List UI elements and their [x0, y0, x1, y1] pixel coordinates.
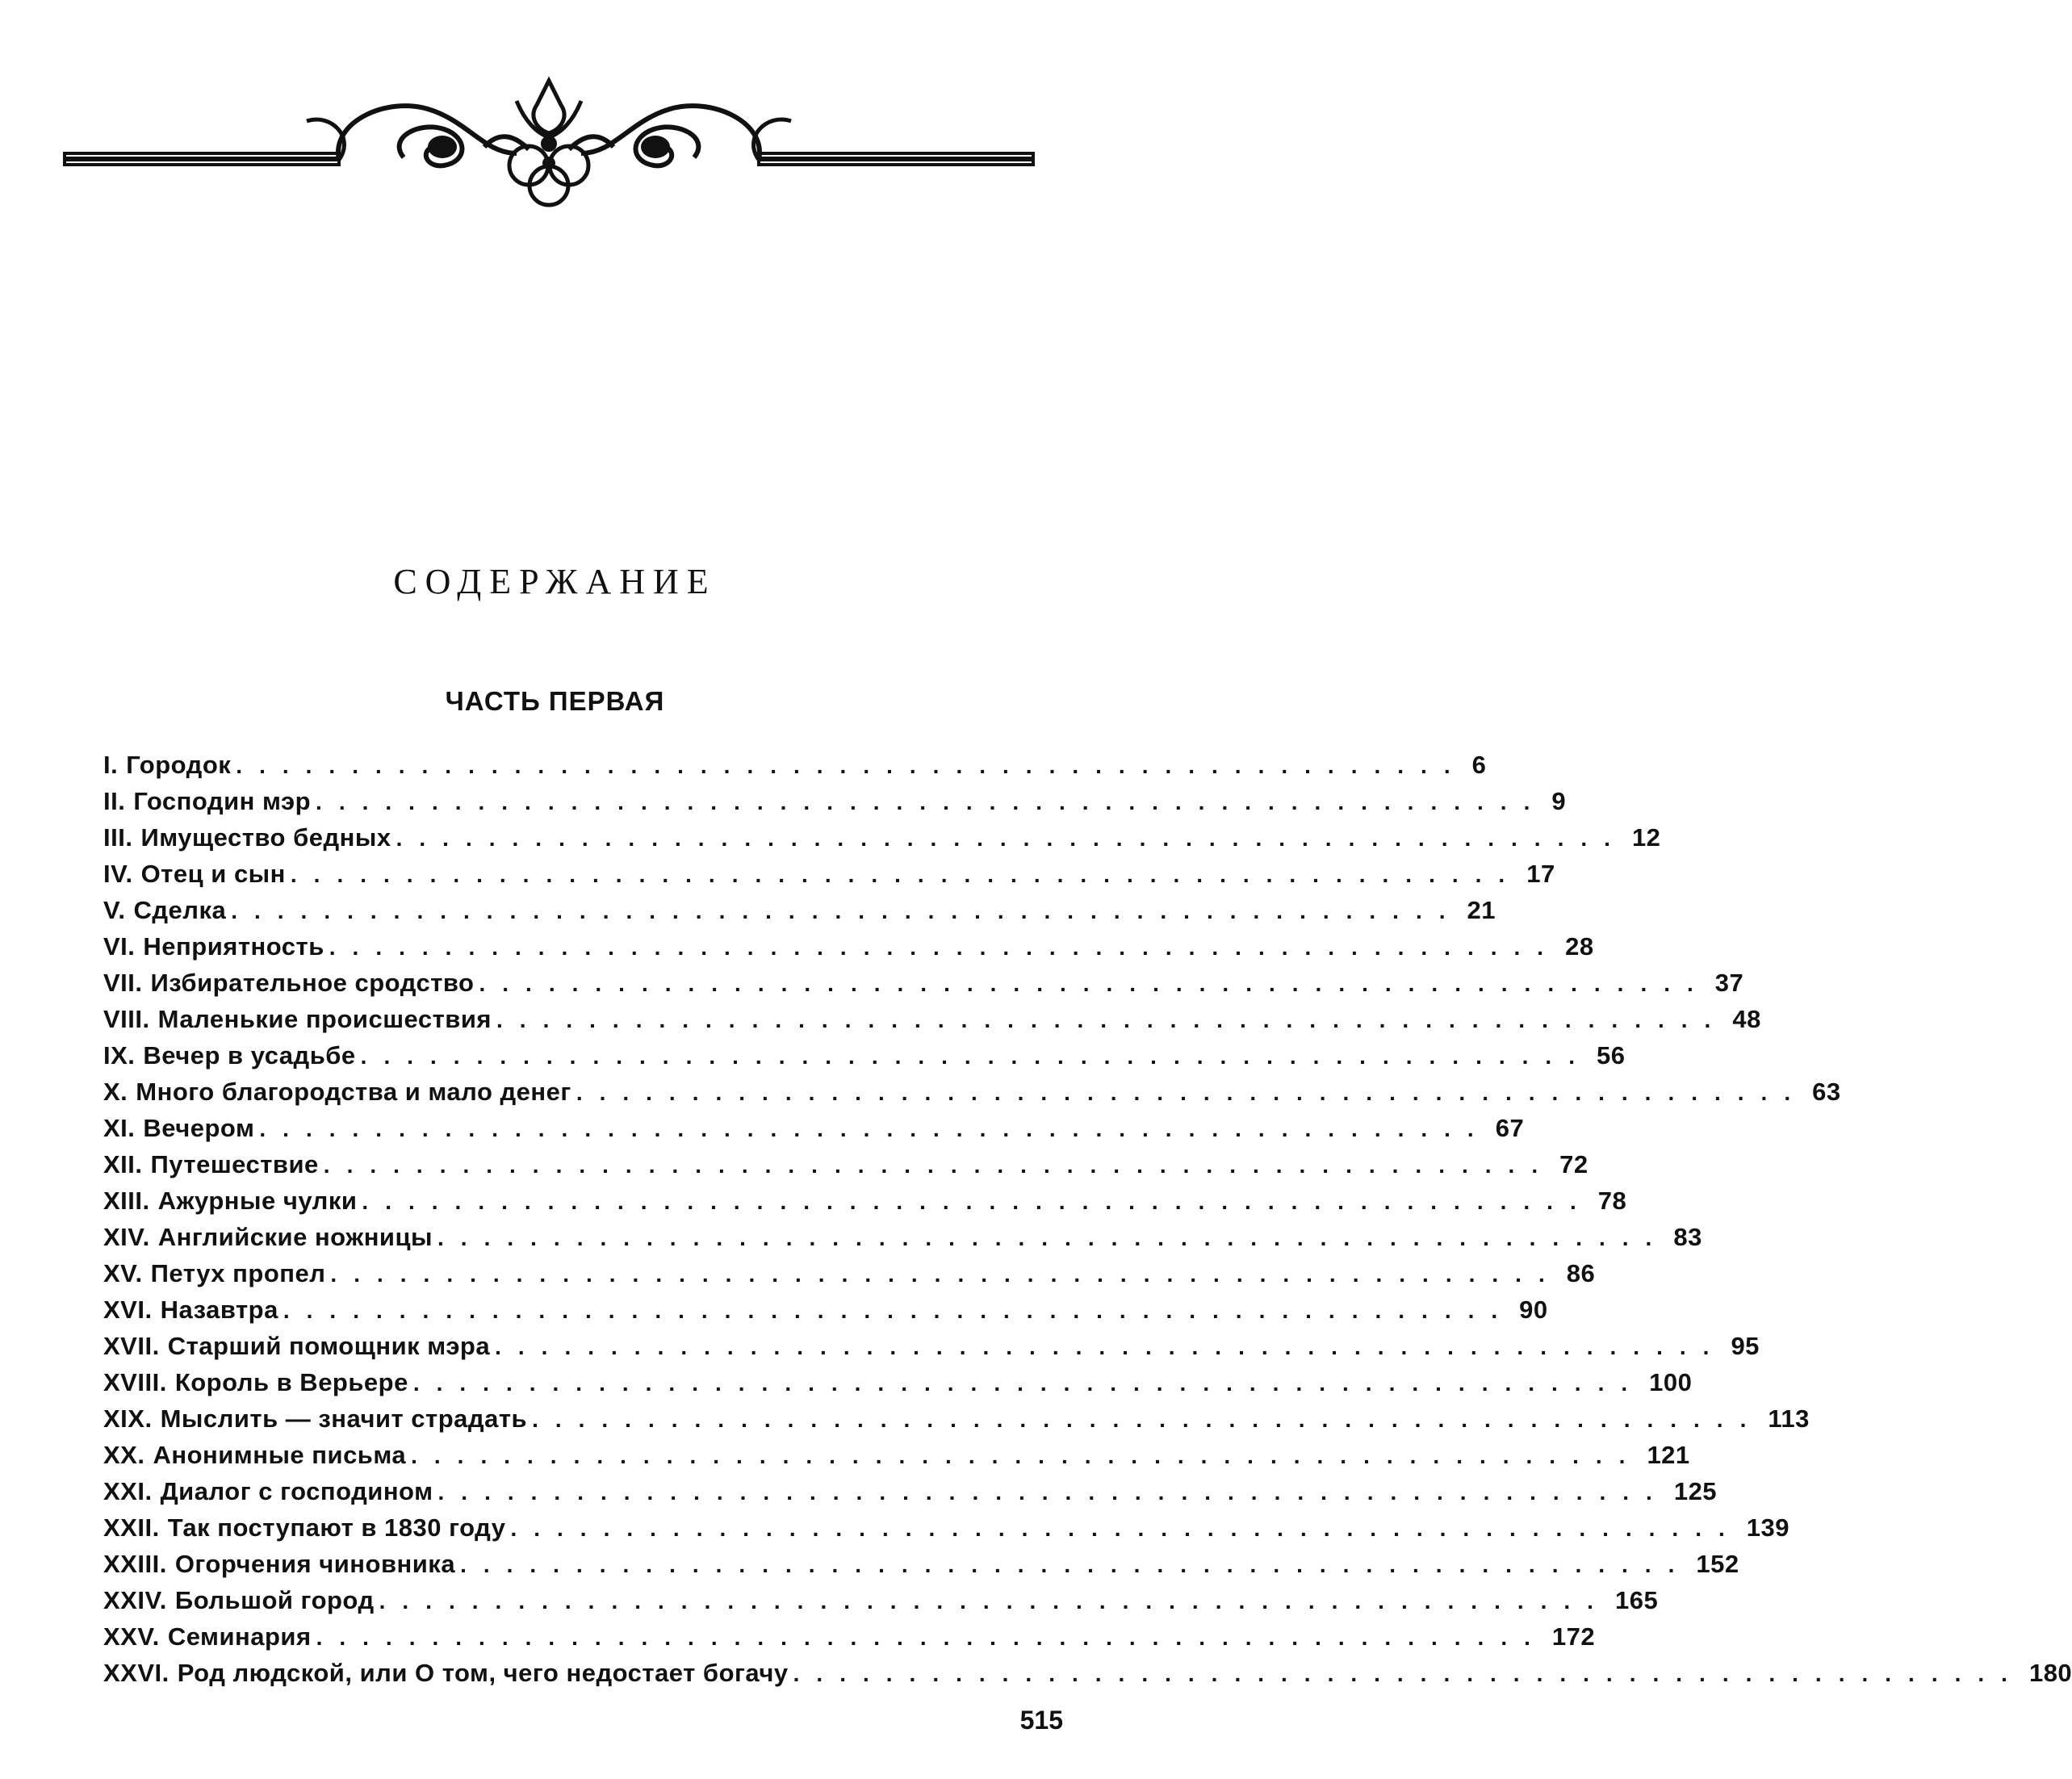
chapter-number: VIII. — [103, 1005, 150, 1033]
dot-leader: ..................................................... — [411, 1443, 1643, 1468]
toc-entry — [103, 1150, 1589, 1187]
page-number: 12 — [1631, 823, 1661, 852]
chapter-number: XII. — [103, 1150, 143, 1178]
chapter-number: XXVI. — [103, 1659, 170, 1687]
dot-leader: ..................................................... — [576, 1080, 1808, 1105]
dot-leader: ..................................................... — [437, 1225, 1669, 1250]
chapter-number: II. — [103, 787, 126, 815]
chapter-title: Маленькие происшествия — [157, 1005, 492, 1033]
chapter-number: XVII. — [103, 1332, 160, 1360]
toc-entry — [103, 1550, 1739, 1586]
chapter-number: XIV. — [103, 1223, 150, 1251]
chapter-number: IV. — [103, 860, 133, 888]
dot-leader: ..................................................... — [329, 935, 1561, 960]
chapter-title: Большой город — [174, 1586, 375, 1614]
chapter-number: XXIV. — [103, 1586, 167, 1614]
chapter-title: Король в Верьере — [174, 1368, 408, 1396]
chapter-title: Господин мэр — [133, 787, 312, 815]
chapter-number: III. — [103, 823, 133, 852]
toc-entry — [103, 1332, 1760, 1368]
page-number: 113 — [1768, 1404, 1810, 1433]
toc-entry — [103, 1041, 1626, 1078]
dot-leader: ..................................................... — [360, 1044, 1592, 1069]
dot-leader: ..................................................... — [510, 1516, 1742, 1541]
chapter-title: Старший помощник мэра — [167, 1332, 491, 1360]
chapter-number: VI. — [103, 932, 136, 961]
chapter-number: XXII. — [103, 1513, 160, 1542]
page-number: 152 — [1696, 1550, 1739, 1578]
toc-entry — [103, 932, 1594, 969]
dot-leader: ..................................................... — [437, 1480, 1669, 1505]
chapter-title: Огорчения чиновника — [174, 1550, 456, 1578]
chapter-number: XIII. — [103, 1187, 150, 1215]
dot-leader: ..................................................... — [496, 1007, 1728, 1032]
toc-entry — [103, 1622, 1596, 1659]
chapter-number: XI. — [103, 1114, 136, 1142]
toc-entry — [103, 860, 1555, 896]
chapter-title: Вечером — [143, 1114, 255, 1142]
toc-entry — [103, 1223, 1702, 1259]
dot-leader: ..................................................... — [231, 898, 1463, 923]
page-number: 139 — [1746, 1513, 1790, 1542]
toc-entry — [103, 1404, 1810, 1441]
chapter-title: Петух пропел — [150, 1259, 326, 1287]
chapter-number: XIX. — [103, 1404, 153, 1433]
chapter-title: Сделка — [133, 896, 227, 924]
dot-leader: ..................................................... — [290, 862, 1522, 887]
page-number: 90 — [1519, 1296, 1548, 1324]
dot-leader: ..................................................... — [793, 1661, 2024, 1686]
chapter-title: Городок — [126, 751, 232, 779]
dot-leader: ..................................................... — [316, 1625, 1547, 1650]
chapter-title: Путешествие — [150, 1150, 319, 1178]
chapter-title: Вечер в усадьбе — [143, 1041, 356, 1069]
chapter-title: Много благородства и мало денег — [136, 1078, 571, 1106]
chapter-number: XVI. — [103, 1296, 153, 1324]
page-number: 121 — [1647, 1441, 1690, 1469]
page-number: 125 — [1673, 1477, 1718, 1505]
page-number: 83 — [1673, 1223, 1702, 1251]
toc-entry — [103, 1441, 1690, 1477]
toc-entry — [103, 1659, 2072, 1695]
toc-entry — [103, 1477, 1718, 1513]
dot-leader: ..................................................... — [379, 1589, 1610, 1614]
toc-entry — [103, 1259, 1596, 1296]
page-number: 67 — [1495, 1114, 1525, 1142]
page-number: 95 — [1731, 1332, 1760, 1360]
chapter-number: XV. — [103, 1259, 143, 1287]
chapter-number: XXI. — [103, 1477, 153, 1505]
dot-leader: ..................................................... — [460, 1552, 1692, 1577]
toc-entry — [103, 1296, 1548, 1332]
part-heading: ЧАСТЬ ПЕРВАЯ — [445, 686, 665, 716]
toc-entry — [103, 969, 1744, 1005]
page-number: 165 — [1614, 1586, 1659, 1614]
page-number: 72 — [1559, 1150, 1589, 1178]
chapter-number: VII. — [103, 969, 143, 997]
page-number: 100 — [1649, 1368, 1693, 1396]
chapter-title: Так поступают в 1830 году — [167, 1513, 506, 1542]
dot-leader: ..................................................... — [259, 1116, 1491, 1141]
toc-entry — [103, 1114, 1525, 1150]
page-number: 63 — [1812, 1078, 1841, 1106]
dot-leader: ..................................................... — [396, 826, 1627, 851]
toc-entry — [103, 787, 1567, 823]
page-number: 56 — [1596, 1041, 1626, 1069]
chapter-title: Имущество бедных — [140, 823, 391, 852]
chapter-title: Род людской, или О том, чего недостает богачу — [177, 1659, 789, 1687]
dot-leader: ..................................................... — [330, 1262, 1562, 1287]
toc-entry — [103, 823, 1661, 860]
toc-entry — [103, 1078, 1841, 1114]
chapter-title: Отец и сын — [140, 860, 286, 888]
toc-entry — [103, 1187, 1627, 1223]
toc-entry — [103, 1005, 1761, 1041]
dot-leader: ..................................................... — [532, 1407, 1764, 1432]
page-number: 180 — [2028, 1659, 2072, 1687]
dot-leader: ..................................................... — [479, 971, 1710, 996]
chapter-number: XXV. — [103, 1622, 160, 1651]
toc-entry — [103, 1586, 1659, 1622]
chapter-title: Анонимные письма — [153, 1441, 407, 1469]
dot-leader: ..................................................... — [283, 1298, 1515, 1323]
dot-leader: ..................................................... — [323, 1153, 1555, 1178]
toc-entry — [103, 1368, 1693, 1404]
page-number: 9 — [1551, 787, 1567, 815]
chapter-title: Диалог с господином — [160, 1477, 433, 1505]
chapter-title: Неприятность — [143, 932, 324, 961]
page-number: 37 — [1714, 969, 1744, 997]
toc-entry — [103, 896, 1496, 932]
page-title: СОДЕРЖАНИЕ — [393, 562, 717, 601]
dot-leader: ..................................................... — [495, 1334, 1727, 1359]
page-number: 172 — [1551, 1622, 1596, 1651]
chapter-number: XX. — [103, 1441, 145, 1469]
chapter-number: XVIII. — [103, 1368, 167, 1396]
chapter-number: IX. — [103, 1041, 136, 1069]
page-folio: 515 — [1019, 1706, 1063, 1735]
dot-leader: ..................................................... — [362, 1189, 1593, 1214]
chapter-number: V. — [103, 896, 126, 924]
chapter-number: I. — [103, 751, 119, 779]
chapter-title: Избирательное сродство — [150, 969, 475, 997]
page-number: 6 — [1471, 751, 1487, 779]
chapter-title: Назавтра — [160, 1296, 278, 1324]
table-of-contents — [103, 751, 2072, 1695]
page-number: 17 — [1526, 860, 1555, 888]
chapter-title: Мыслить — значит страдать — [160, 1404, 528, 1433]
scroll-ornament-icon — [65, 73, 1033, 210]
chapter-title: Английские ножницы — [157, 1223, 433, 1251]
dot-leader: ..................................................... — [236, 753, 1467, 778]
page-number: 21 — [1467, 896, 1496, 924]
chapter-title: Ажурные чулки — [157, 1187, 358, 1215]
page-number: 78 — [1597, 1187, 1627, 1215]
chapter-title: Семинария — [167, 1622, 312, 1651]
dot-leader: ..................................................... — [412, 1371, 1645, 1396]
toc-entry — [103, 1513, 1790, 1550]
chapter-number: XXIII. — [103, 1550, 167, 1578]
dot-leader: ..................................................... — [316, 789, 1547, 814]
page-number: 86 — [1566, 1259, 1596, 1287]
page-number: 48 — [1732, 1005, 1761, 1033]
toc-entry — [103, 751, 1487, 787]
page-number: 28 — [1565, 932, 1594, 961]
chapter-number: X. — [103, 1078, 128, 1106]
